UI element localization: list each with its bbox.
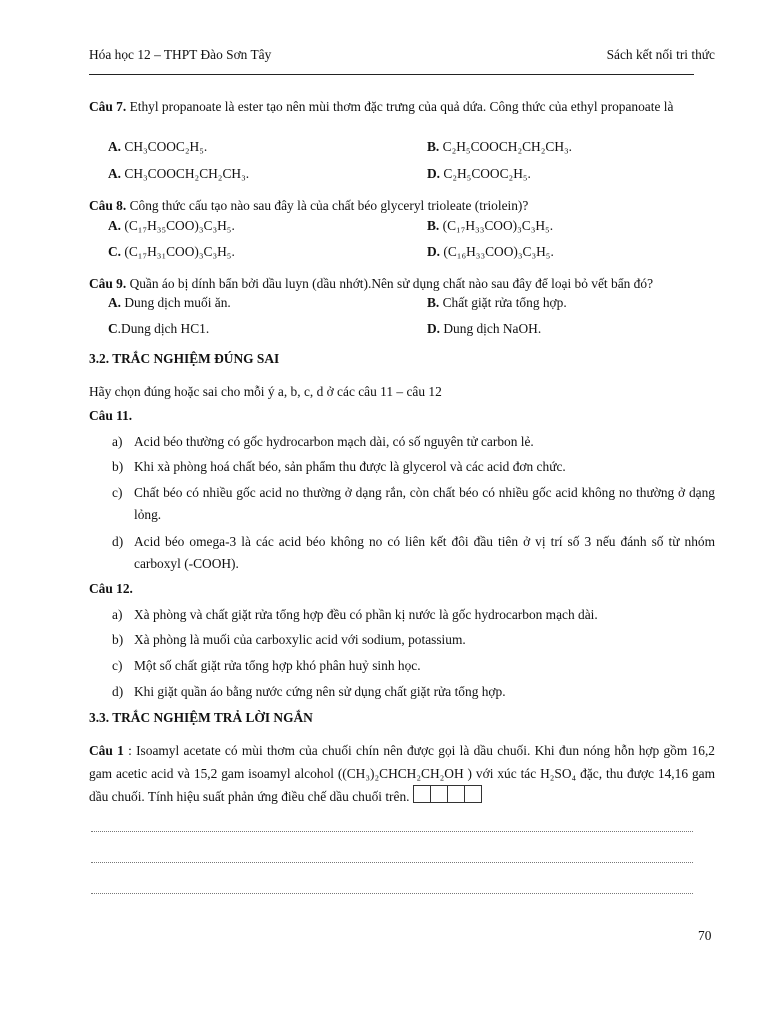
question-text: Quần áo bị dính bẩn bởi dầu luyn (dầu nhớt).Nên sử dụng chất nào sau đây để loại bỏ vết bẩn đó?: [126, 276, 654, 291]
answer-line: [91, 831, 693, 833]
question-text: Công thức cấu tạo nào sau đây là của chất béo glyceryl trioleate (triolein)?: [126, 198, 529, 213]
option-a: A. (C₁₇H₃₅COO)₃C₃H₅.: [108, 218, 235, 233]
answer-box[interactable]: [447, 785, 465, 803]
answer-line: [91, 862, 693, 864]
page-number: 70: [698, 928, 712, 943]
question-text: : Isoamyl acetate có mùi thơm của chuối chín nên được gọi là dầu chuối. Khi đun nóng hỗn hợp gồm 16,2 gam acetic acid và 15,2 gam isoamyl alcohol ((CH₃)₂CHCH₂CH₂OH ) với xúc tác H₂SO₄ đặc, thu được 14,16 gam dầu chuối. Tính hiệu suất phản ứng điều chế dầu chuối trên.: [89, 743, 715, 804]
question-label: Câu 8.: [89, 198, 127, 213]
question-8: [89, 196, 715, 215]
header-rule: [89, 74, 694, 75]
option-b: B. C₂H₅COOCH₂CH₂CH₃.: [427, 139, 573, 154]
answer-box[interactable]: [413, 785, 431, 803]
option-a: A. Dung dịch muối ăn.: [108, 295, 231, 310]
option-d: D. Dung dịch NaOH.: [427, 321, 542, 336]
question-7: [89, 97, 715, 116]
header-right: Sách kết nối tri thức: [606, 47, 715, 62]
question-label: Câu 7.: [89, 99, 127, 114]
option-d: D. C₂H₅COOC₂H₅.: [427, 166, 531, 181]
document-page: Hóa học 12 – THPT Đào Sơn Tây Sách kết nối tri thức Câu 7. Ethyl propanoate là ester tạo nên mùi thơm đặc trưng của quả dứa. Công thức của ethyl propanoate là A. CH₃COOC₂H₅. B. C₂H₅COOCH₂CH₂CH₃. A. CH₃COOCH₂CH₂CH₃. D. C₂H₅COOC₂H₅. Câu 8. Công thức cấu tạo nào sau đây là của chất béo glyceryl trioleate (triolein)? A. (C₁₇H₃₅COO)₃C₃H₅. B. (C₁₇H₃₃COO)₃C₃H₅. C. (C₁₇H₃₁COO)₃C₃H₅. D. (C₁₆H₃₃COO)₃C₃H₅. Câu 9. Quần áo bị dính bẩn bởi dầu luyn (dầu nhớt).Nên sử dụng chất nào sau đây để loại bỏ vết bẩn đó? A. Dung dịch muối ăn. B. Chất giặt rửa tổng hợp. C.Dung dịch HC1. D. Dung dịch NaOH. 3.2. TRẮC NGHIỆM ĐÚNG SAI Hãy chọn đúng hoặc sai cho mỗi ý a, b, c, d ở các câu 11 – câu 12 Câu 11. a) Acid béo thường có gốc hydrocarbon mạch dài, có số nguyên tử carbon lẻ. b) Khi xà phòng hoá chất béo, sản phẩm thu được là glycerol và các acid đơn chức. c) Chất béo có nhiều gốc acid no thường ở dạng rắn, còn chất béo có nhiều gốc acid không no thường ở dạng lỏng. d) Acid béo omega-3 là các acid béo không no có liên kết đôi đầu tiên ở vị trí số 3 nếu đánh số từ nhóm carboxyl (-COOH). Câu 12. a) Xà phòng và chất giặt rửa tổng hợp đều có phần kị nước là gốc hydrocarbon mạch dài. b) Xà phòng là muối của carboxylic acid với sodium, potassium. c) Một số chất giặt rửa tổng hợp khó phân huỷ sinh học. d) Khi giặt quần áo bằng nước cứng nên sử dụng chất giặt rửa tổng hợp. 3.3. TRẮC NGHIỆM TRẢ LỜI NGẮN Câu 1 : Isoamyl acetate có mùi thơm của chuối chín nên được gọi là dầu chuối. Khi đun nóng hỗn hợp gồm 16,2 gam acetic acid và 15,2 gam isoamyl alcohol ((CH₃)₂CHCH₂CH₂OH ) với xúc tác H₂SO₄ đặc, thu được 14,16 gam dầu chuối. Tính hiệu suất phản ứng điều chế dầu chuối trên. 70: [89, 47, 715, 943]
option-c: C.Dung dịch HC1.: [108, 321, 210, 336]
answer-boxes[interactable]: [414, 785, 482, 810]
header-left: Hóa học 12 – THPT Đào Sơn Tây: [89, 47, 272, 62]
option-b: B. (C₁₇H₃₃COO)₃C₃H₅.: [427, 218, 554, 233]
answer-box[interactable]: [464, 785, 482, 803]
question-label: Câu 1: [89, 743, 124, 758]
question-11-label: Câu 11.: [89, 408, 133, 423]
option-c: A. CH₃COOCH₂CH₂CH₃.: [108, 166, 250, 181]
page-header: [89, 47, 715, 65]
section-heading: 3.2. TRẮC NGHIỆM ĐÚNG SAI: [89, 351, 280, 366]
option-b: B. Chất giặt rửa tổng hợp.: [427, 295, 567, 310]
option-d: D. (C₁₆H₃₃COO)₃C₃H₅.: [427, 244, 554, 259]
answer-line: [91, 893, 693, 895]
answer-box[interactable]: [430, 785, 448, 803]
section-intro: Hãy chọn đúng hoặc sai cho mỗi ý a, b, c, d ở các câu 11 – câu 12: [89, 384, 442, 399]
question-12-label: Câu 12.: [89, 581, 133, 596]
option-c: C. (C₁₇H₃₁COO)₃C₃H₅.: [108, 244, 235, 259]
question-text: Ethyl propanoate là ester tạo nên mùi thơm đặc trưng của quả dứa. Công thức của ethyl propanoate là: [126, 99, 674, 114]
question-9: [89, 274, 715, 293]
short-question-1: [89, 739, 715, 810]
question-label: Câu 9.: [89, 276, 127, 291]
section-heading: 3.3. TRẮC NGHIỆM TRẢ LỜI NGẮN: [89, 710, 313, 725]
option-a: A. CH₃COOC₂H₅.: [108, 139, 208, 154]
